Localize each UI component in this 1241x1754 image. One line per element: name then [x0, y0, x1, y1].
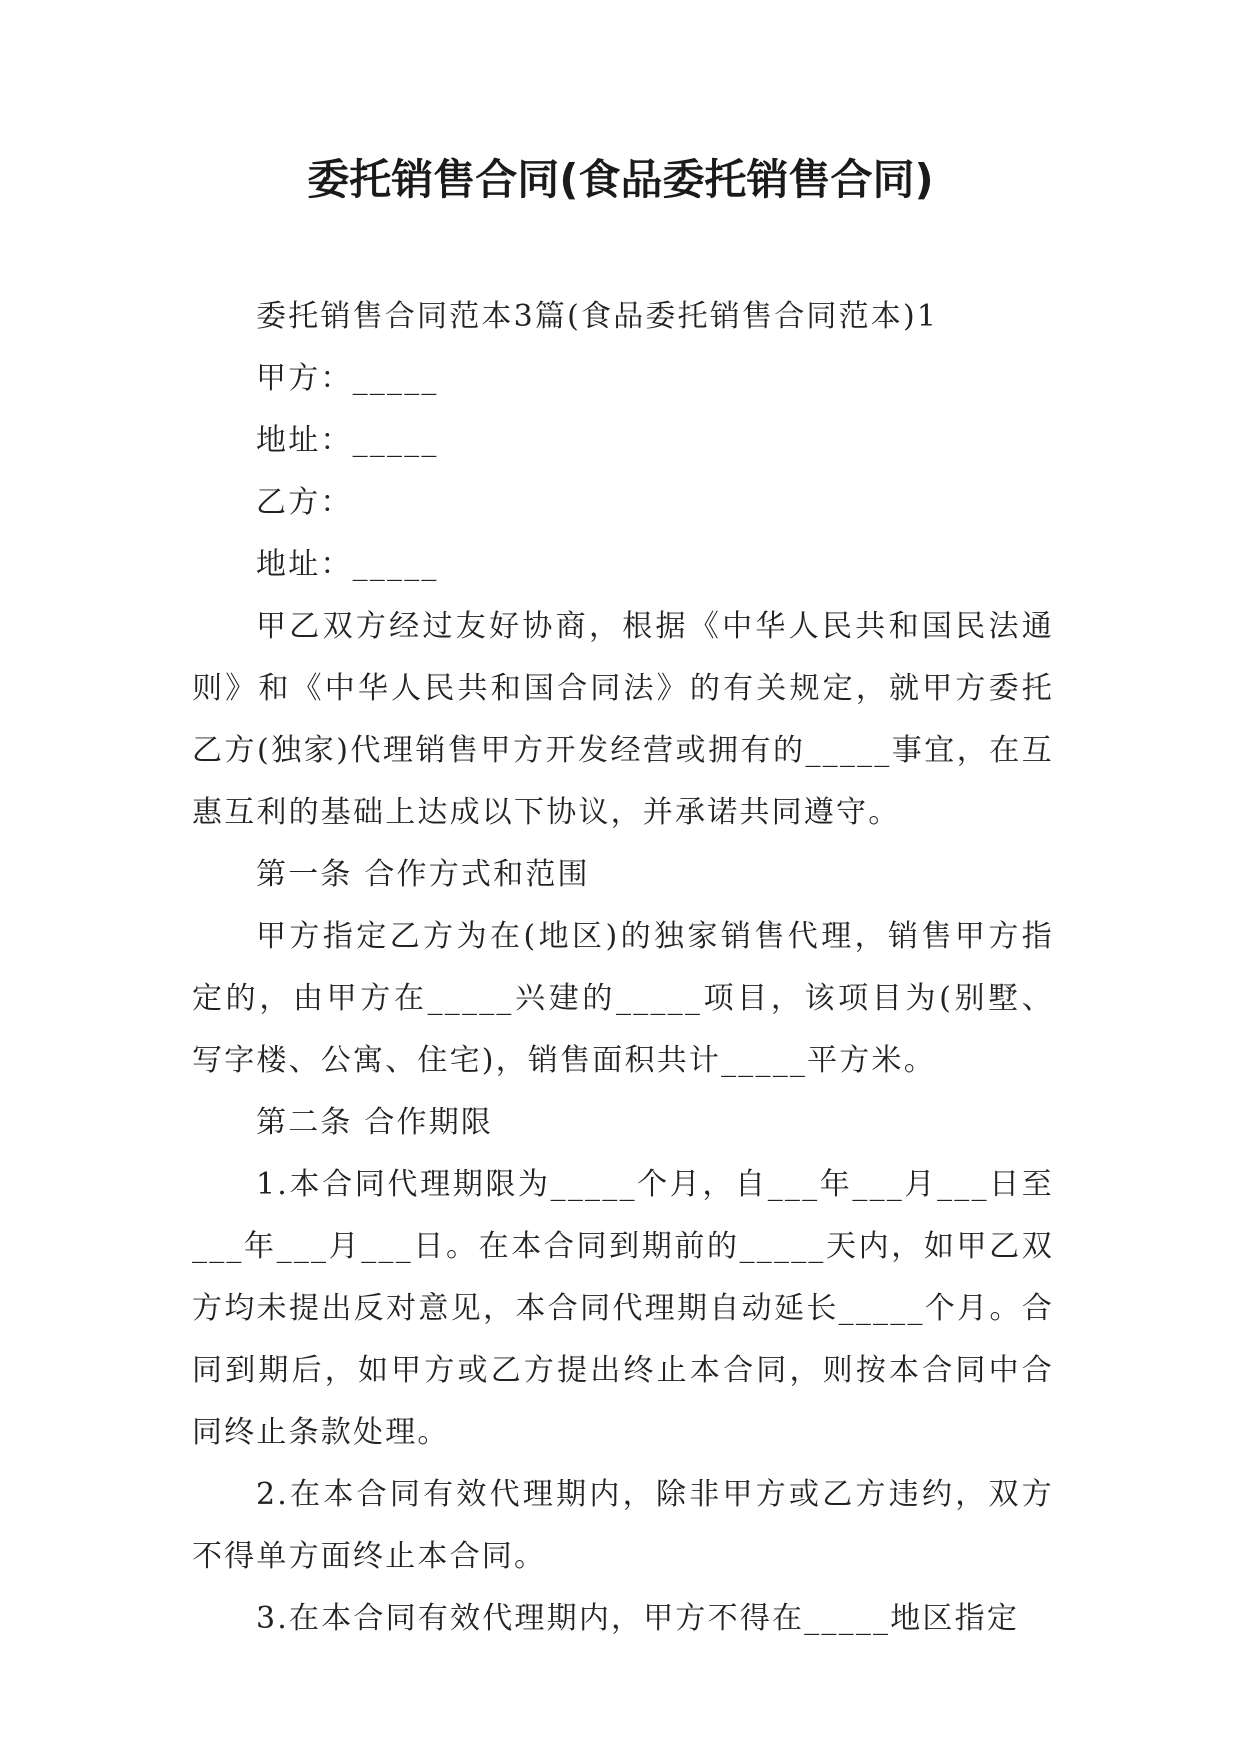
document-title: 委托销售合同(食品委托销售合同) [307, 155, 934, 204]
document-body [192, 286, 1054, 1650]
article-2-heading: 第二条 合作期限 [256, 1105, 494, 1140]
party-a-line: 甲方：_____ [256, 361, 439, 396]
article-1-heading: 第一条 合作方式和范围 [256, 857, 590, 892]
party-b-line: 乙方： [256, 485, 353, 520]
article-2-clause-3: 3.在本合同有效代理期内，甲方不得在_____地区指定 [256, 1601, 1020, 1636]
preamble-paragraph: 甲乙双方经过友好协商，根据《中华人民共和国民法通则》和《中华人民共和国合同法》的有关规定，就甲方委托乙方(独家)代理销售甲方开发经营或拥有的_____事宜，在互惠互利的基础上达成以下协议，并承诺共同遵守。 [192, 609, 1054, 830]
article-2-clause-1: 1.本合同代理期限为_____个月，自___年___月___日至___年___月___日。在本合同到期前的_____天内，如甲乙双方均未提出反对意见，本合同代理期自动延长_____个月。合同到期后，如甲方或乙方提出终止本合同，则按本合同中合同终止条款处理。 [192, 1167, 1054, 1450]
party-b-address-line: 地址：_____ [256, 547, 439, 582]
article-1-paragraph: 甲方指定乙方为在(地区)的独家销售代理，销售甲方指定的，由甲方在_____兴建的_____项目，该项目为(别墅、写字楼、公寓、住宅)，销售面积共计_____平方米。 [192, 919, 1054, 1078]
party-a-address-line: 地址：_____ [256, 423, 439, 458]
article-2-clause-2: 2.在本合同有效代理期内，除非甲方或乙方违约，双方不得单方面终止本合同。 [192, 1477, 1054, 1574]
subtitle-line: 委托销售合同范本3篇(食品委托销售合同范本)1 [256, 299, 939, 334]
